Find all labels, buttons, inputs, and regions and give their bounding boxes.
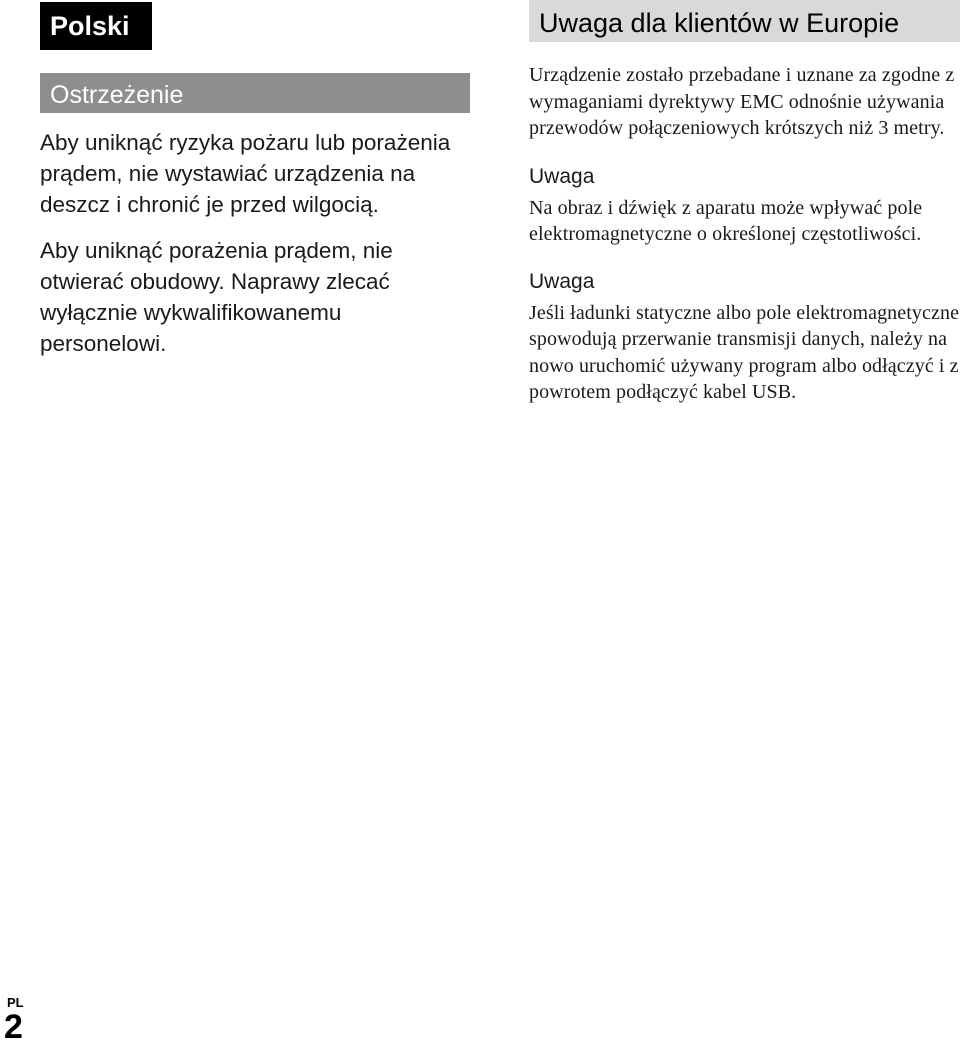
warning-paragraph-shock: Aby uniknąć porażenia prądem, nie otwierać obudowy. Naprawy zlecać wyłącznie wykwalifikowanemu personelowi. [40, 238, 393, 356]
warning-section [40, 73, 470, 359]
europe-notice-section [529, 0, 960, 406]
warning-paragraph-fire: Aby uniknąć ryzyka pożaru lub porażenia prądem, nie wystawiać urządzenia na deszcz i chronić je przed wilgocią. [40, 130, 451, 217]
note-text-electromagnetic: Na obraz i dźwięk z aparatu może wpływać pole elektromagnetyczne o określonej częstotliwości. [529, 196, 923, 245]
note-text-static: Jeśli ładunki statyczne albo pole elektromagnetyczne spowodują przerwanie transmisji danych, należy na nowo uruchomić używany program albo odłączyć i z powrotem podłączyć kabel USB. [529, 301, 960, 403]
warning-heading: Ostrzeżenie [40, 73, 470, 113]
note-heading-electromagnetic: Uwaga [529, 164, 595, 188]
emc-compliance-text: Urządzenie zostało przebadane i uznane za zgodne z wymaganiami dyrektywy EMC odnośnie używania przewodów połączeniowych krótszych niż 3 metry. [529, 64, 955, 139]
page-footer [4, 996, 24, 1044]
note-heading-static: Uwaga [529, 269, 595, 293]
language-code: PL [7, 995, 24, 1010]
page-number: 2 [4, 1008, 23, 1046]
europe-notice-heading: Uwaga dla klientów w Europie [529, 0, 960, 42]
language-tab: Polski [40, 2, 152, 50]
